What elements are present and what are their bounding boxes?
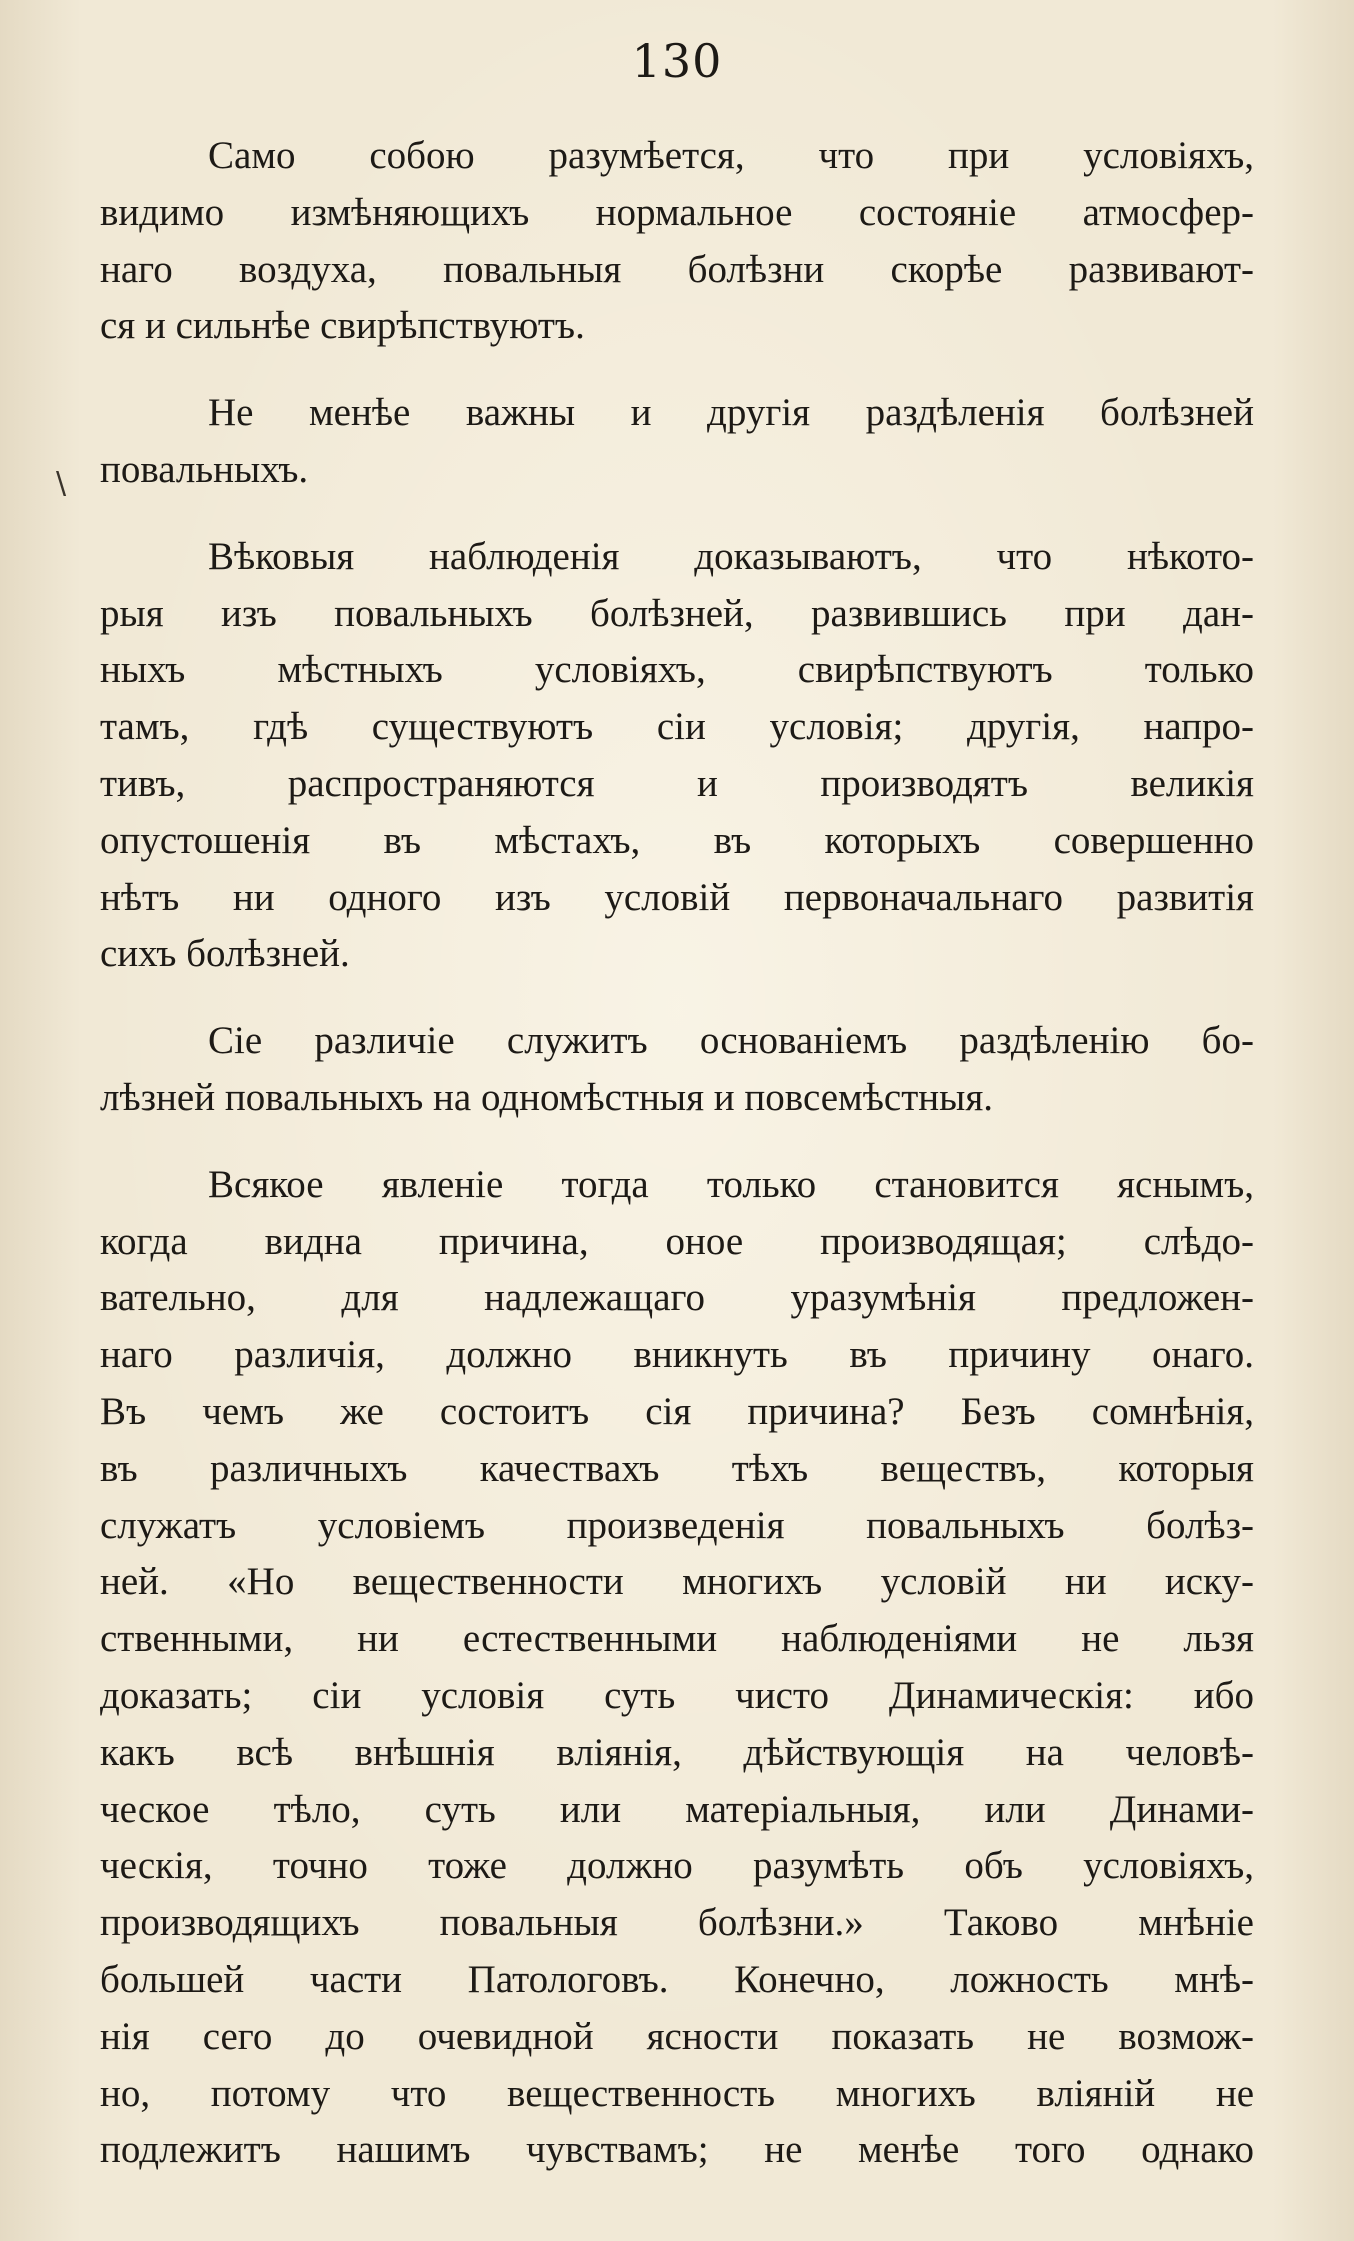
text-line: вательно, для надлежащаго уразумѣнія предложен- [100, 1276, 1254, 1320]
text-line: доказать; сіи условія суть чисто Динамическія: ибо [100, 1673, 1254, 1717]
page-number: 130 [631, 34, 723, 88]
text-line: подлежитъ нашимъ чувствамъ; не менѣе того однако [100, 2128, 1254, 2172]
text-line: рыя изъ повальныхъ болѣзней, развившись при дан- [100, 591, 1254, 635]
text-line: производящихъ повальныя болѣзни.» Таково мнѣніе [100, 1901, 1254, 1945]
text-line: видимо измѣняющихъ нормальное состояніе атмосфер- [100, 190, 1254, 234]
text-line: Всякое явленіе тогда только становится яснымъ, [208, 1162, 1254, 1206]
text-line: наго воздуха, повальныя болѣзни скорѣе развивают- [100, 247, 1254, 291]
paragraph [100, 529, 1254, 983]
text-line: наго различія, должно вникнуть въ причину онаго. [100, 1333, 1254, 1377]
text-line: ныхъ мѣстныхъ условіяхъ, свирѣпствуютъ только [100, 648, 1254, 692]
text-line: въ различныхъ качествахъ тѣхъ веществъ, которыя [100, 1446, 1254, 1490]
text-line: ственными, ни естественными наблюденіями не льзя [100, 1617, 1254, 1661]
text-line: нія сего до очевидной ясности показать не возмож- [100, 2014, 1254, 2058]
text-line: повальныхъ. [100, 447, 309, 491]
text-line: ней. «Но вещественности многихъ условій ни иску- [100, 1560, 1254, 1604]
text-line: нѣтъ ни одного изъ условій первоначальнаго развитія [100, 875, 1254, 919]
paragraph [100, 1013, 1254, 1127]
text-line: сихъ болѣзней. [100, 932, 350, 976]
text-line: лѣзней повальныхъ на одномѣстныя и повсемѣстныя. [100, 1075, 994, 1119]
text-line: опустошенія въ мѣстахъ, въ которыхъ совершенно [100, 818, 1254, 862]
body-text [100, 128, 1254, 2179]
text-line: Не менѣе важны и другія раздѣленія болѣзней [208, 391, 1254, 435]
text-line: ческія, точно тоже должно разумѣть объ условіяхъ, [100, 1844, 1254, 1888]
paragraph [100, 128, 1254, 355]
text-line: Вѣковыя наблюденія доказываютъ, что нѣкото- [208, 534, 1254, 578]
text-line: тамъ, гдѣ существуютъ сіи условія; другія, напро- [100, 705, 1254, 749]
text-line: когда видна причина, оное производящая; слѣдо- [100, 1219, 1254, 1263]
text-line: большей части Патологовъ. Конечно, ложность мнѣ- [100, 1957, 1254, 2001]
paragraph [100, 1157, 1254, 2179]
text-line: ся и сильнѣе свирѣпствуютъ. [100, 304, 585, 348]
text-line: Само собою разумѣется, что при условіяхъ, [208, 134, 1254, 177]
text-line: какъ всѣ внѣшнія вліянія, дѣйствующія на человѣ- [100, 1730, 1254, 1774]
margin-mark: \ [56, 466, 67, 501]
text-line: тивъ, распространяются и производятъ великія [100, 761, 1254, 805]
text-line: Въ чемъ же состоитъ сія причина? Безъ сомнѣнія, [100, 1389, 1254, 1433]
text-line: служатъ условіемъ произведенія повальныхъ болѣз- [100, 1503, 1254, 1547]
text-line: но, потому что вещественность многихъ вліяній не [100, 2071, 1254, 2115]
text-line: Сіе различіе служитъ основаніемъ раздѣленію бо- [208, 1019, 1254, 1063]
text-line: ческое тѣло, суть или матеріальныя, или Динами- [100, 1787, 1254, 1831]
paragraph [100, 385, 1254, 499]
